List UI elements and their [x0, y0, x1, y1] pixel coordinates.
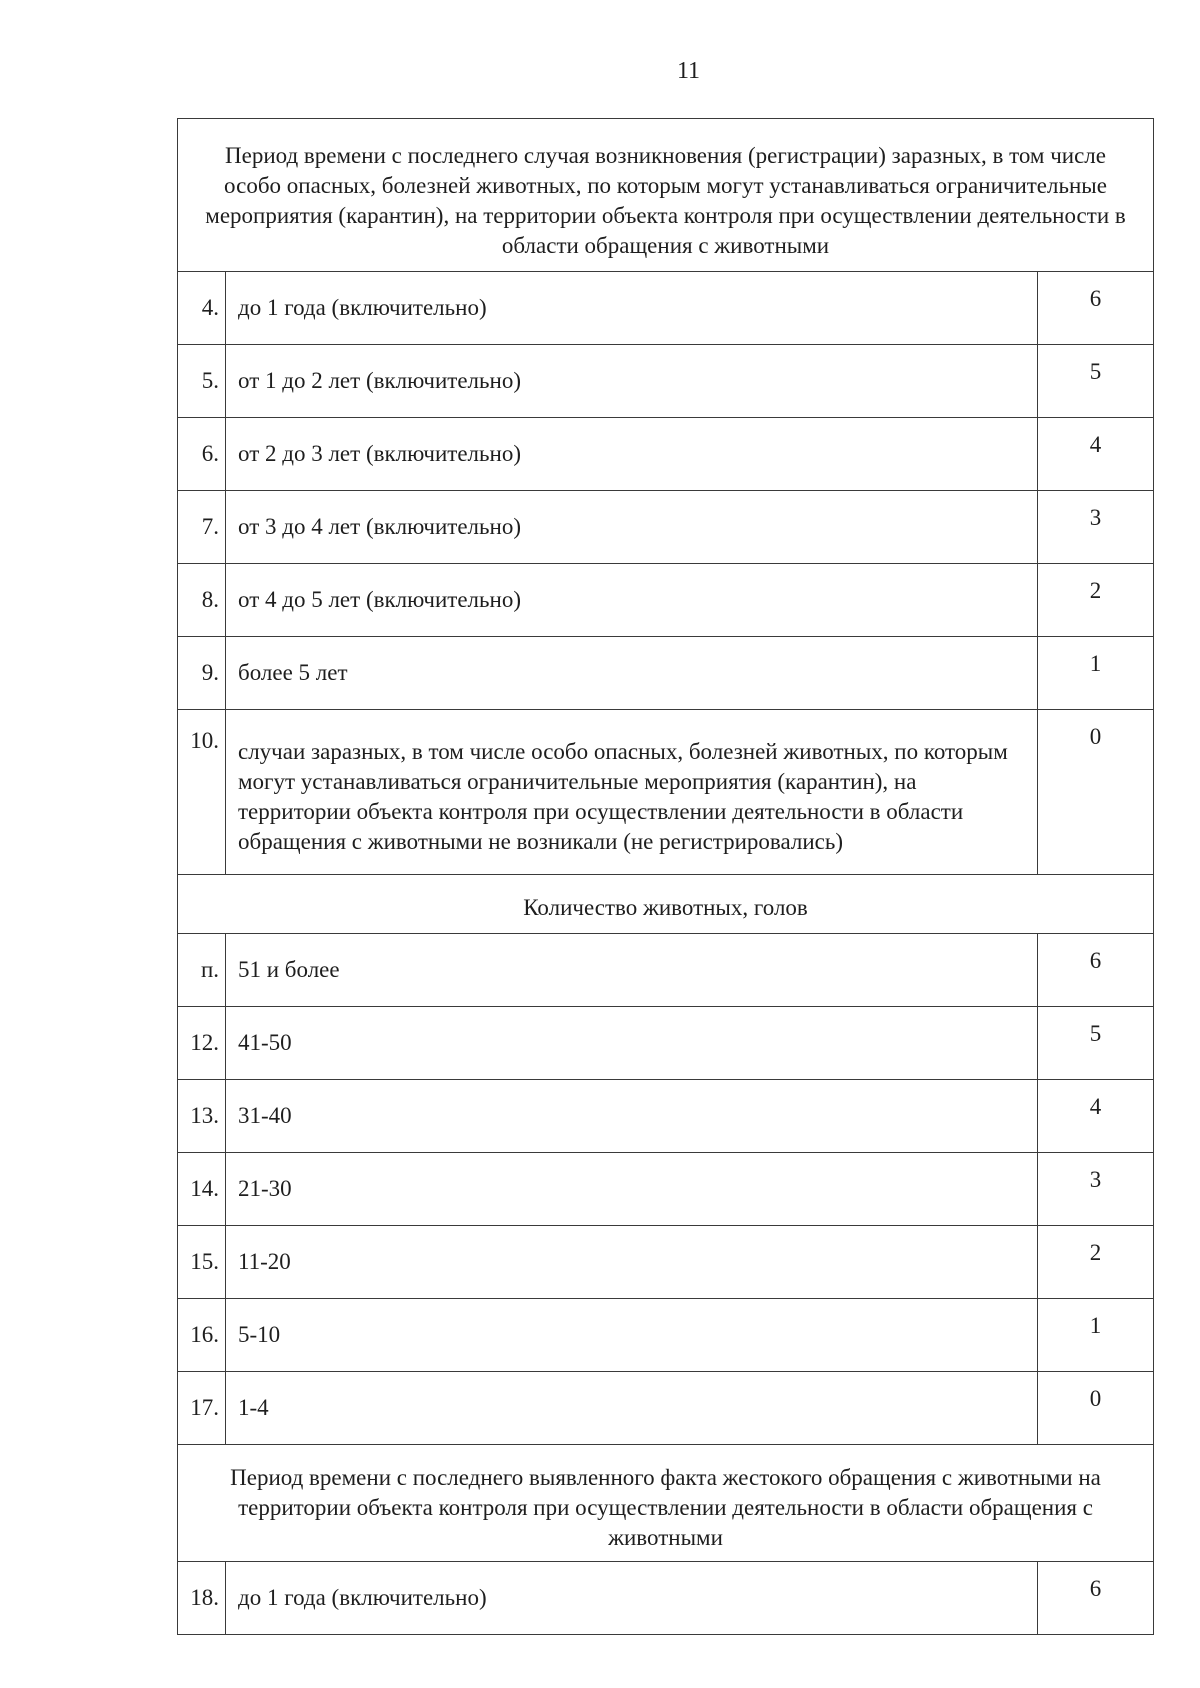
row-score: 3: [1038, 1153, 1154, 1226]
row-condition: от 3 до 4 лет (включительно): [226, 491, 1038, 564]
section-header-row: [178, 1445, 1154, 1562]
table-row: [178, 1372, 1154, 1445]
section-header-row: [178, 875, 1154, 934]
page-number: 11: [676, 58, 701, 84]
table-row: [178, 491, 1154, 564]
row-condition: случаи заразных, в том числе особо опасных, болезней животных, по которым могут устанавливаться ограничительные мероприятия (карантин), на территории объекта контроля при осуществлении деятельности в области обращения с животными не возникали (не регистрировались): [226, 710, 1038, 875]
row-number: 9.: [178, 637, 226, 710]
row-number: 7.: [178, 491, 226, 564]
row-number: 14.: [178, 1153, 226, 1226]
row-condition: 21-30: [226, 1153, 1038, 1226]
row-condition: 51 и более: [226, 934, 1038, 1007]
table-row: [178, 710, 1154, 875]
row-score: 4: [1038, 1080, 1154, 1153]
row-number: 16.: [178, 1299, 226, 1372]
table-row: [178, 1226, 1154, 1299]
row-number: 5.: [178, 345, 226, 418]
risk-criteria-table: [177, 118, 1154, 1635]
row-score: 2: [1038, 564, 1154, 637]
row-number: 12.: [178, 1007, 226, 1080]
section-header-animal-count: Количество животных, голов: [178, 875, 1154, 934]
row-score: 5: [1038, 345, 1154, 418]
row-condition: более 5 лет: [226, 637, 1038, 710]
row-condition: 31-40: [226, 1080, 1038, 1153]
table-row: [178, 1299, 1154, 1372]
row-score: 0: [1038, 1372, 1154, 1445]
section-header-disease-period: Период времени с последнего случая возникновения (регистрации) заразных, в том числе особо опасных, болезней животных, по которым могут устанавливаться ограничительные мероприятия (карантин), на территории объекта контроля при осуществлении деятельности в области обращения с животными: [178, 119, 1154, 272]
row-number: п.: [178, 934, 226, 1007]
table-row: [178, 637, 1154, 710]
row-score: 1: [1038, 1299, 1154, 1372]
row-score: 5: [1038, 1007, 1154, 1080]
table-row: [178, 1080, 1154, 1153]
row-condition: от 4 до 5 лет (включительно): [226, 564, 1038, 637]
table-row: [178, 272, 1154, 345]
row-number: 4.: [178, 272, 226, 345]
row-condition: 11-20: [226, 1226, 1038, 1299]
row-number: 6.: [178, 418, 226, 491]
row-score: 6: [1038, 272, 1154, 345]
row-number: 17.: [178, 1372, 226, 1445]
section-header-cruelty-period: Период времени с последнего выявленного факта жестокого обращения с животными на территории объекта контроля при осуществлении деятельности в области обращения с животными: [178, 1445, 1154, 1562]
row-score: 6: [1038, 1562, 1154, 1635]
table-row: [178, 1153, 1154, 1226]
section-header-row: [178, 119, 1154, 272]
table-row: [178, 1562, 1154, 1635]
row-condition: 1-4: [226, 1372, 1038, 1445]
table-row: [178, 934, 1154, 1007]
row-score: 1: [1038, 637, 1154, 710]
row-condition: 5-10: [226, 1299, 1038, 1372]
row-number: 8.: [178, 564, 226, 637]
row-condition: от 2 до 3 лет (включительно): [226, 418, 1038, 491]
row-condition: до 1 года (включительно): [226, 272, 1038, 345]
row-score: 2: [1038, 1226, 1154, 1299]
row-number: 10.: [178, 710, 226, 875]
row-condition: до 1 года (включительно): [226, 1562, 1038, 1635]
row-score: 4: [1038, 418, 1154, 491]
table-row: [178, 345, 1154, 418]
row-condition: от 1 до 2 лет (включительно): [226, 345, 1038, 418]
row-number: 15.: [178, 1226, 226, 1299]
row-score: 0: [1038, 710, 1154, 875]
row-number: 18.: [178, 1562, 226, 1635]
row-number: 13.: [178, 1080, 226, 1153]
row-score: 6: [1038, 934, 1154, 1007]
table-row: [178, 1007, 1154, 1080]
row-score: 3: [1038, 491, 1154, 564]
row-condition: 41-50: [226, 1007, 1038, 1080]
table-row: [178, 418, 1154, 491]
table-row: [178, 564, 1154, 637]
